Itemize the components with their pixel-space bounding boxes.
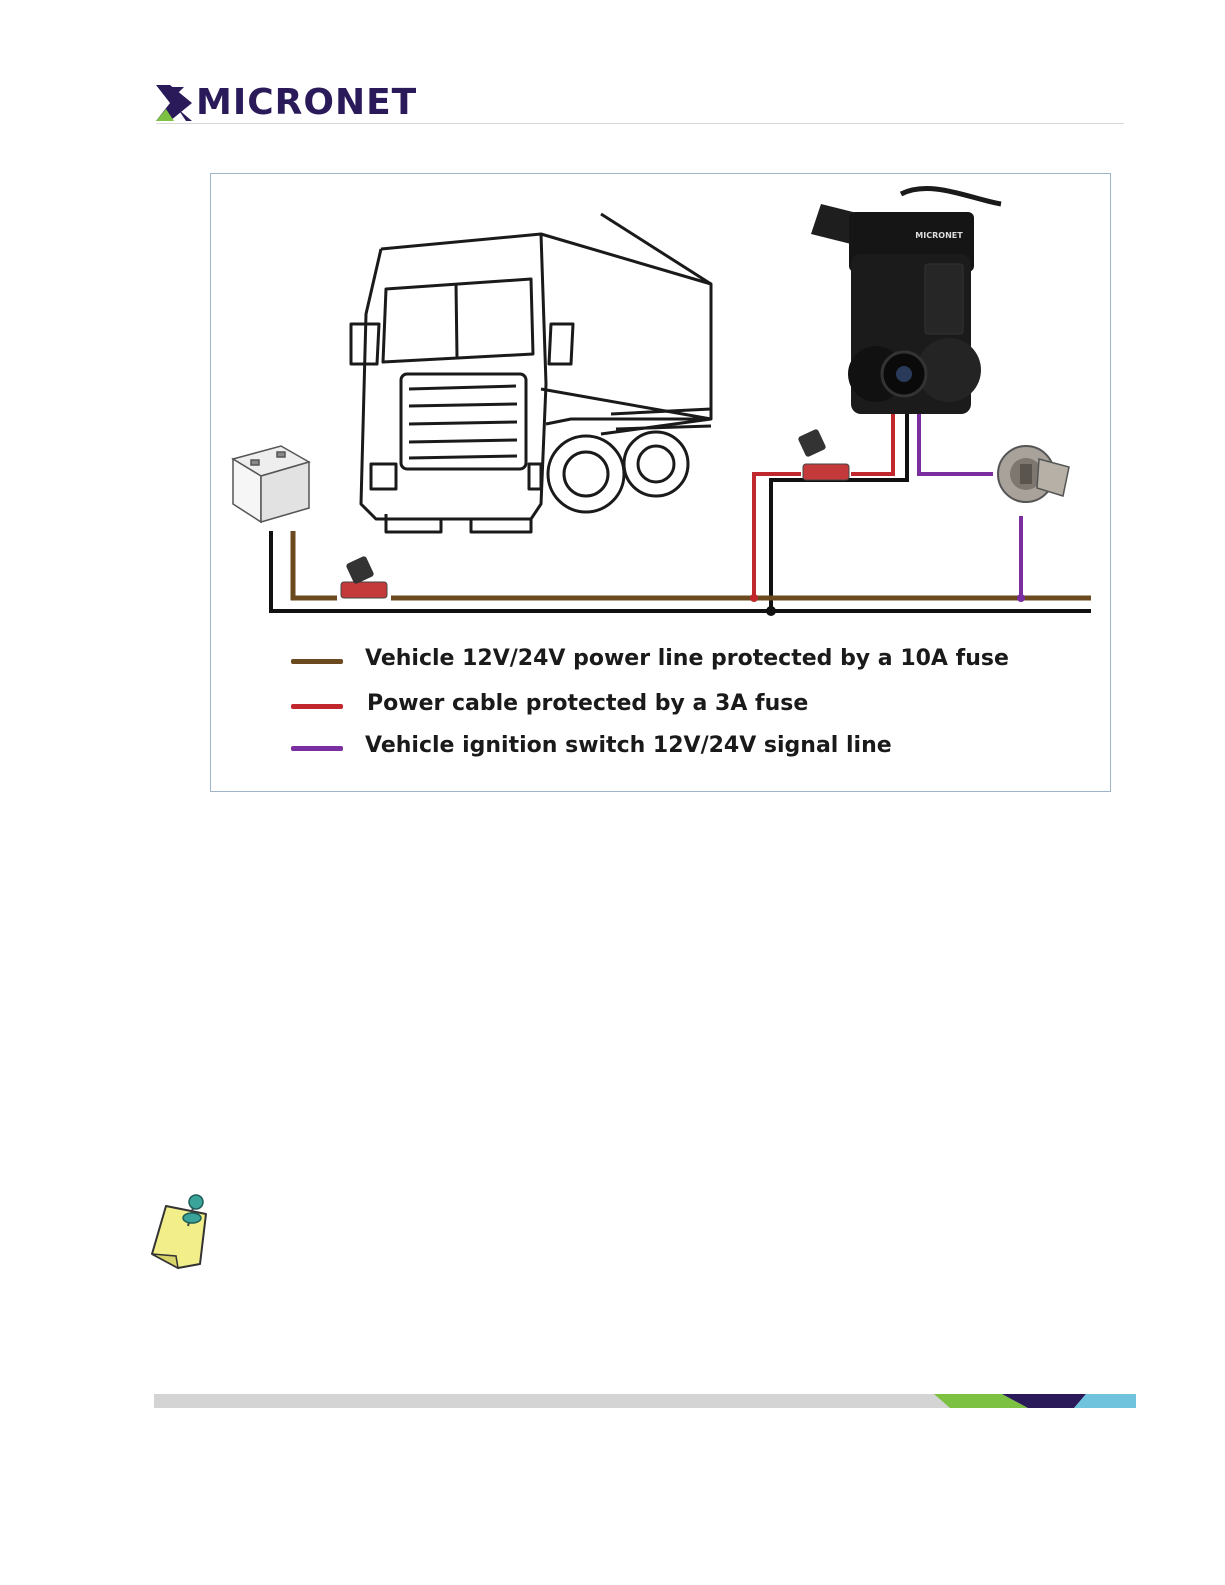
legend-swatch-brown	[291, 659, 343, 664]
footer-bar	[154, 1394, 1136, 1408]
ignition-line	[919, 404, 1021, 598]
legend-item-power-line	[291, 646, 1051, 676]
junction-dot	[750, 594, 758, 602]
ground-line	[271, 404, 1091, 611]
footer-accent	[154, 1394, 1136, 1408]
brand-logo-text: MICRONET	[196, 82, 418, 123]
sticky-note-icon	[148, 1192, 218, 1272]
truck-illustration	[351, 214, 711, 532]
legend-swatch-red	[291, 704, 343, 709]
power-line	[293, 531, 1091, 598]
fuse-icon	[341, 555, 387, 598]
legend-item-power-cable	[291, 691, 1051, 721]
battery-icon	[233, 446, 309, 522]
legend-label: Power cable protected by a 3A fuse	[367, 691, 809, 716]
wiring-diagram	[210, 173, 1111, 792]
dash-camera-icon	[811, 189, 1001, 414]
legend-label: Vehicle ignition switch 12V/24V signal line	[365, 733, 892, 758]
power-cable	[754, 404, 893, 598]
header-divider	[156, 123, 1124, 124]
camera-brand-label: MICRONET	[915, 231, 963, 240]
fuse-icon	[797, 428, 849, 480]
junction-dot	[1017, 594, 1025, 602]
micronet-logo-icon	[156, 85, 192, 121]
legend-label: Vehicle 12V/24V power line protected by a 10A fuse	[365, 646, 1009, 671]
legend-swatch-purple	[291, 746, 343, 751]
junction-dot	[766, 606, 776, 616]
ignition-switch-icon	[998, 446, 1069, 502]
page-header	[156, 84, 1124, 126]
legend-item-ignition-line	[291, 733, 1051, 763]
